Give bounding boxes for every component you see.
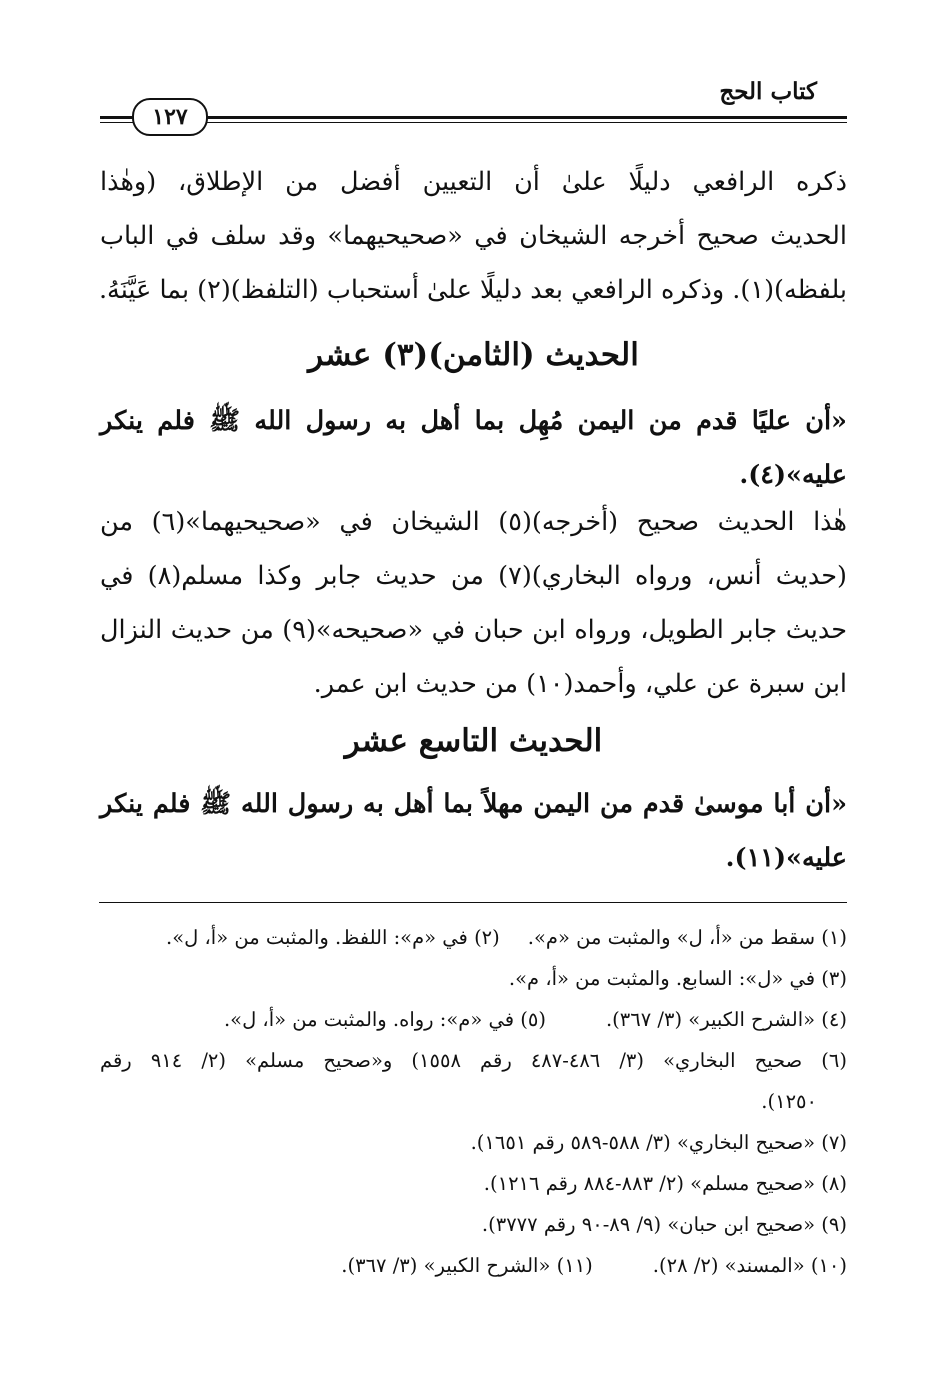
header-rule [100, 116, 847, 123]
hadith-line: عليه»(٤). [739, 460, 847, 490]
text-line: (حديث أنس، ورواه البخاري)(٧) من حديث جابر وكذا مسلم(٨) في [100, 561, 848, 591]
hadith-line: «أن أبا موسىٰ قدم من اليمن مهلاً بما أهل به رسول الله ﷺ فلم ينكر [100, 789, 847, 819]
running-title: كتاب الحج [719, 78, 817, 105]
footnote: (٥) في «م»: رواه. والمثبت من «أ، ل». [223, 1008, 546, 1031]
footnote: (٩) «صحيح ابن حبان» (٩/ ٨٩-٩٠ رقم ٣٧٧٧). [481, 1213, 847, 1236]
footnote-continuation: ١٢٥٠). [761, 1090, 817, 1113]
footnote-rule [99, 902, 847, 903]
text-line: حديث جابر الطويل، ورواه ابن حبان في «صحيحه»(٩) من حديث النزال [100, 615, 847, 645]
page-number-badge [132, 98, 208, 136]
footnote: (٨) «صحيح مسلم» (٢/ ٨٨٣-٨٨٤ رقم ١٢١٦). [483, 1172, 847, 1195]
footnote-row [100, 1245, 847, 1286]
footnote: (٢) في «م»: اللفظ. والمثبت من «أ، ل». [166, 926, 500, 949]
text-line: ذكره الرافعي دليلًا علىٰ أن التعيين أفضل من الإطلاق، (وهٰذا [100, 167, 847, 197]
hadith-line: «أن عليًا قدم من اليمن مُهِل بما أهل به رسول الله ﷺ فلم ينكر [100, 406, 847, 436]
footnote-row [100, 917, 847, 958]
hadith-line: عليه»(١١). [725, 843, 847, 873]
commentary-18 [100, 495, 847, 711]
footnote: (٤) «الشرح الكبير» (٣/ ٣٦٧). [605, 1008, 847, 1031]
footnote: (٧) «صحيح البخاري» (٣/ ٥٨٨-٥٨٩ رقم ١٦٥١). [470, 1131, 847, 1154]
footnote-row [100, 999, 847, 1040]
hadith-18 [100, 394, 847, 502]
footnote: (١١) «الشرح الكبير» (٣/ ٣٦٧). [341, 1254, 593, 1277]
section-heading-18: الحديث (الثامن)(٣) عشر [308, 337, 639, 373]
text-line: هٰذا الحديث صحيح (أخرجه)(٥) الشيخان في «صحيحيهما»(٦) من [100, 507, 848, 537]
hadith-19 [100, 777, 847, 885]
page-number: ١٢٧ [152, 104, 188, 130]
footnote: (١) سقط من «أ، ل» والمثبت من «م». [527, 926, 847, 949]
footnote: (٣) في «ل»: السابع. والمثبت من «أ، م». [508, 967, 847, 990]
section-heading-19: الحديث التاسع عشر [344, 723, 603, 759]
footnotes [100, 917, 847, 1286]
text-line: ابن سبرة عن علي، وأحمد(١٠) من حديث ابن عمر. [313, 669, 847, 699]
footnote: (١٠) «المسند» (٢/ ٢٨). [652, 1254, 847, 1277]
footnote: (٦) صحيح البخاري» (٣/ ٤٨٦-٤٨٧ رقم ١٥٥٨) و«صحيح مسلم» (٢/ ٩١٤ رقم [100, 1049, 847, 1072]
text-line: الحديث صحيح أخرجه الشيخان في «صحيحيهما» وقد سلف في الباب [100, 221, 847, 251]
text-line: بلفظه)(١). وذكره الرافعي بعد دليلًا علىٰ أستحباب (التلفظ)(٢) بما عَيَّنَهُ. [98, 275, 847, 305]
intro-paragraph [100, 155, 847, 317]
